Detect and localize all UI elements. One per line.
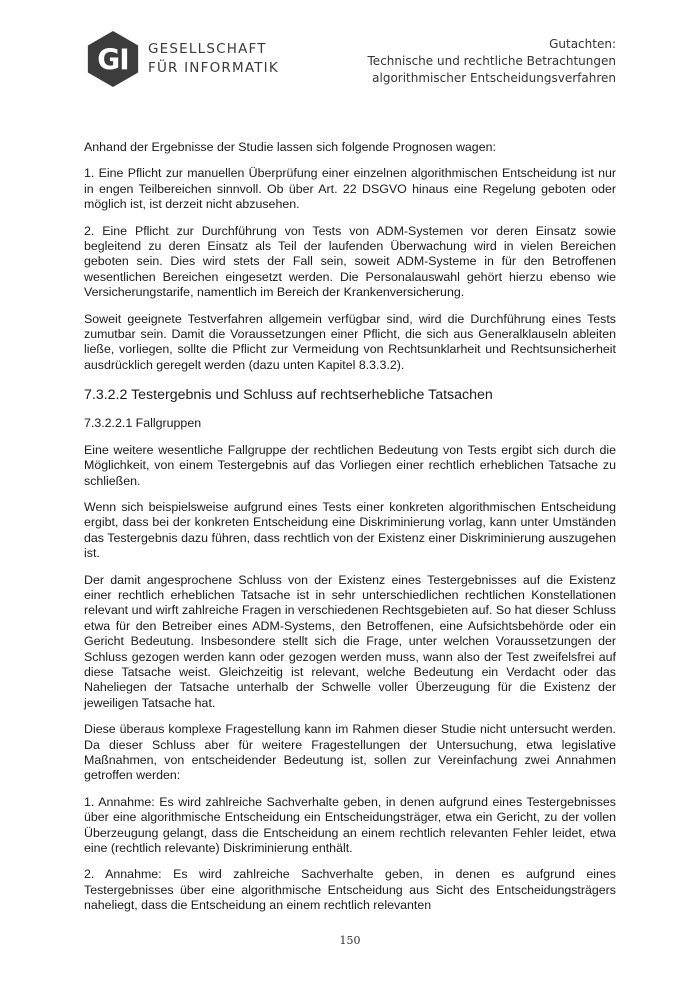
assumptions-intro-paragraph: Diese überaus komplexe Fragestellung kann im Rahmen dieser Studie nicht untersucht werden. Da dieser Schluss aber für weitere Fragestellungen der Untersuchung, etwa legislative Maßnahmen, von entscheidender Bedeutung ist, sollen zur Vereinfachung zwei Annahmen getroffen werden: xyxy=(84,722,616,783)
org-name-line1: GESELLSCHAFT xyxy=(148,41,267,57)
prognosis-2-paragraph: 2. Eine Pflicht zur Durchführung von Tests von ADM-Systemen vor deren Einsatz sowie begleitend zu deren Einsatz als Teil der laufenden Überwachung wird in vielen Bereichen geboten sein. Dies wird stets der Fall sein, soweit ADM-Systeme in für den Betroffenen wesentlichen Bereichen eingesetzt werden. Die Personalauswahl gehört hierzu ebenso wie Versicherungstarife, namentlich im Bereich der Krankenversicherung. xyxy=(84,223,616,300)
example-paragraph: Wenn sich beispielsweise aufgrund eines Tests einer konkreten algorithmischen Entscheidung ergibt, dass bei der konkreten Entscheidung eine Diskriminierung vorlag, kann unter Umständen das Testergebnis dazu führen, dass rechtlich von der Existenz einer Diskriminierung auszugehen ist. xyxy=(84,499,616,561)
gi-logo xyxy=(84,30,279,88)
intro-paragraph: Anhand der Ergebnisse der Studie lassen sich folgende Prognosen wagen: xyxy=(84,140,496,154)
subsection-heading: 7.3.2.2.1 Fallgruppen xyxy=(84,416,202,431)
document-title-line1: Gutachten: xyxy=(549,37,616,51)
gi-logo-mark xyxy=(84,30,142,88)
document-title-line2: Technische und rechtliche Betrachtungen xyxy=(367,54,616,68)
page-header xyxy=(0,0,700,120)
page-body xyxy=(84,140,616,925)
inference-paragraph: Der damit angesprochene Schluss von der Existenz eines Testergebnisses auf die Existenz einer rechtlich erheblichen Tatsache ist in sehr unterschiedlichen rechtlichen Konstellationen relevant und wirft zahlreiche Fragen in verschiedenen Rechtsgebieten auf. So hat dieser Schluss etwa für den Betreiber eines ADM-Systems, den Betroffenen, eine Aufsichtsbehörde oder ein Gericht Bedeutung. Insbesondere stellt sich die Frage, unter welchen Voraussetzungen der Schluss gezogen werden kann oder gezogen werden muss, wann also der Test zweifelsfrei auf diese Tatsache weist. Gleichzeitig ist relevant, welche Bedeutung ein Verdacht oder das Naheliegen der Tatsache unterhalb der Schwelle voller Überzeugung für die Existenz der jeweiligen Tatsache hat. xyxy=(84,572,616,710)
document-title xyxy=(368,36,616,87)
section-heading: 7.3.2.2 Testergebnis und Schluss auf rechtserhebliche Tatsachen xyxy=(84,387,493,404)
case-group-paragraph: Eine weitere wesentliche Fallgruppe der rechtlichen Bedeutung von Tests ergibt sich durch die Möglichkeit, von einem Testergebnis auf das Vorliegen einer rechtlich erheblichen Tatsache zu schließen. xyxy=(84,442,616,488)
test-availability-paragraph: Soweit geeignete Testverfahren allgemein verfügbar sind, wird die Durchführung eines Tests zumutbar sein. Damit die Voraussetzungen einer Pflicht, die sich aus Generalklauseln ableiten ließe, vorliegen, sollte die Pflicht zur Vermeidung von Rechtsunklarheit und Rechtsunsicherheit ausdrücklich geregelt werden (dazu unten Kapitel 8.3.3.2). xyxy=(84,311,616,372)
org-name xyxy=(148,40,279,78)
gi-logo-letters: GI xyxy=(97,43,129,77)
assumption-2-paragraph: 2. Annahme: Es wird zahlreiche Sachverhalte geben, in denen es aufgrund eines Testergebnisses über eine algorithmische Entscheidung aus Sicht des Entscheidungsträgers naheliegt, dass die Entscheidung an einem rechtlich relevanten xyxy=(84,867,616,913)
org-name-line2: FÜR INFORMATIK xyxy=(148,60,279,76)
document-title-line3: algorithmischer Entscheidungsverfahren xyxy=(372,71,616,85)
prognosis-1-paragraph: 1. Eine Pflicht zur manuellen Überprüfung einer einzelnen algorithmischen Entscheidung ist nur in engen Teilbereichen sinnvoll. Ob über Art. 22 DSGVO hinaus eine Regelung geboten oder möglich ist, ist derzeit nicht abzusehen. xyxy=(84,166,616,212)
page-number: 150 xyxy=(339,934,361,947)
assumption-1-paragraph: 1. Annahme: Es wird zahlreiche Sachverhalte geben, in denen aufgrund eines Testergebnisses über eine algorithmische Entscheidung ein Entscheidungsträger, etwa ein Gericht, zu der vollen Überzeugung gelangt, dass die Entscheidung an einem rechtlich relevanten Fehler leidet, etwa eine (rechtlich relevante) Diskriminierung enthält. xyxy=(84,794,616,856)
